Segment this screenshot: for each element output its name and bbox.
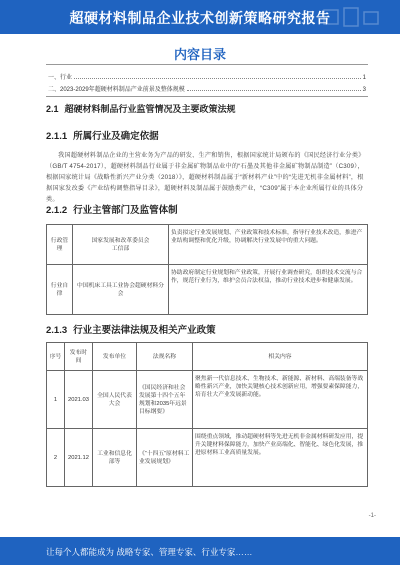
column-header: 法规名称 xyxy=(137,343,193,371)
table-cell: 1 xyxy=(47,371,65,429)
table-cell: 行政管理 xyxy=(47,225,73,265)
dept-name: 国家发展和改革委员会 xyxy=(91,237,150,244)
header-decoration-icon xyxy=(322,6,382,28)
table-cell: 2021.12 xyxy=(65,429,93,487)
toc-title: 内容目录 xyxy=(173,47,226,62)
report-title: 超硬材料制品企业技术创新策略研究报告 xyxy=(69,10,331,26)
table-header-row xyxy=(47,343,368,371)
policy-content: 围绕重点领域，推动超硬材料等先进无机非金属材料研发应用，提升关键材料保障能力，加快产业高端化、智能化、绿色化发展，推进原材料工业高质量发展。 xyxy=(195,433,364,456)
table-cell xyxy=(73,225,169,265)
table-cell: 2021.03 xyxy=(65,371,93,429)
table-row xyxy=(47,429,368,487)
table-cell xyxy=(169,225,368,265)
policy-table xyxy=(46,342,368,487)
column-header: 相关内容 xyxy=(193,343,368,371)
duties-text: 协助政府制定行业规划和产业政策，开展行业调查研究，组织技术交流与合作，规范行业行为，维护会员合法权益，推动行业技术进步和健康发展。 xyxy=(171,269,363,284)
section-heading-2-1-2: 2.1.2 行业主管部门及监管体制 xyxy=(46,205,178,216)
page-header xyxy=(0,0,400,34)
table-row xyxy=(47,265,368,315)
toc-line-text: 二、2023-2029年超硬材料制品产业前景及整体规模 xyxy=(48,87,185,93)
table-cell: 工业和信息化部等 xyxy=(93,429,137,487)
table-cell: 2 xyxy=(47,429,65,487)
column-header: 序号 xyxy=(47,343,65,371)
toc-leader xyxy=(187,90,361,91)
toc-rule-bottom xyxy=(46,96,368,97)
table-cell: 中国机床工具工业协会超硬材料分会 xyxy=(73,265,169,315)
table-cell xyxy=(169,265,368,315)
toc-line-page: 3 xyxy=(362,87,366,93)
policy-content: 聚焦新一代信息技术、生物技术、新能源、新材料、高端装备等战略性新兴产业，加快关键核心技术创新应用，增强要素保障能力，培育壮大产业发展新动能。 xyxy=(195,375,364,398)
regulator-table xyxy=(46,224,368,315)
toc-line-page: 1 xyxy=(362,75,366,81)
toc-line[interactable] xyxy=(48,72,366,81)
page-footer xyxy=(0,537,400,565)
section-heading-2-1-3: 2.1.3 行业主要法律法规及相关产业政策 xyxy=(46,325,216,336)
table-cell xyxy=(193,429,368,487)
table-row xyxy=(47,225,368,265)
policy-name: 《国民经济和社会发展第十四个五年规划和2035年远景目标纲要》 xyxy=(139,384,187,415)
toc-rule-top xyxy=(46,64,368,65)
column-header: 发布时间 xyxy=(65,343,93,371)
column-header: 发布单位 xyxy=(93,343,137,371)
section-paragraph: 我国超硬材料制品企业的主营业务为产品的研发、生产和销售，根据国家统计局颁布的《国民经济行业分类》（GB/T 4754-2017），超硬材料制品行业属于非金属矿物制品业中的“石墨及其他非金属矿物制品制造”（C309），根据国家统计局《战略性新兴产业分类（2018）》，超硬材料制品属于“新材料产业”中的“先进无机非金属材料”，根据国家发改委《产业结构调整指导目录》，超硬材料及制品属于鼓励类产业，“C309”属于本企业所属行业的具体分类。 xyxy=(46,152,365,203)
page-number: -1- xyxy=(368,513,376,519)
dept-name-secondary: 工信部 xyxy=(111,245,130,252)
table-cell xyxy=(137,429,193,487)
footer-slogan: 让每个人都能成为 战略专家、管理专家、行业专家…… xyxy=(46,547,253,557)
table-cell: 全国人民代表大会 xyxy=(93,371,137,429)
toc-line[interactable] xyxy=(48,84,366,93)
toc-line-text: 一、行业 xyxy=(48,75,73,81)
table-cell: 行业自律 xyxy=(47,265,73,315)
table-cell xyxy=(193,371,368,429)
policy-name: 《“十四五”原材料工业发展规划》 xyxy=(139,450,190,465)
table-row xyxy=(47,371,368,429)
toc-leader xyxy=(74,78,361,79)
duties-text: 负责拟定行业发展规划、产业政策和技术标准，指导行业技术改造，推进产业结构调整和优化升级，协调解决行业发展中的重大问题。 xyxy=(171,229,363,244)
table-cell xyxy=(137,371,193,429)
section-heading-2-1-1: 2.1.1 所属行业及确定依据 xyxy=(46,131,159,142)
section-heading-2-1: 2.1 超硬材料制品行业监管情况及主要政策法规 xyxy=(46,104,236,114)
